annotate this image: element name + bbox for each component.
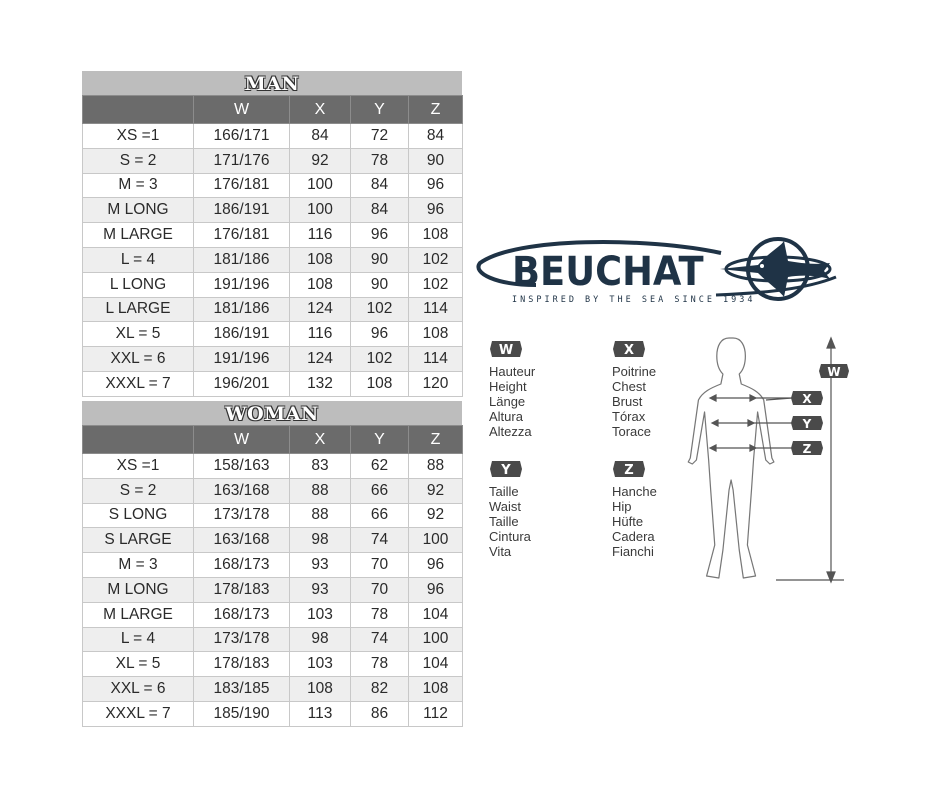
- table-row: [83, 627, 463, 652]
- table-row: [83, 173, 463, 198]
- y-badge-icon: [489, 460, 523, 478]
- y-cell: 86: [351, 701, 409, 726]
- man-table-body: [83, 124, 463, 397]
- man-table-title: MAN: [82, 71, 462, 95]
- x-column-header: X: [290, 96, 351, 124]
- size-cell: XS =1: [83, 124, 194, 149]
- w-cell: 178/183: [194, 652, 290, 677]
- x-cell: 88: [290, 478, 351, 503]
- x-cell: 103: [290, 602, 351, 627]
- figure-x-label: X: [802, 392, 812, 406]
- table-row: [83, 701, 463, 726]
- legend-hip: [612, 460, 657, 559]
- term-it: Altezza: [489, 424, 532, 439]
- table-header-row: [83, 426, 463, 454]
- man-size-table-block: [82, 71, 462, 397]
- w-column-header: W: [194, 426, 290, 454]
- term-it: Fianchi: [612, 544, 654, 559]
- size-cell: XL = 5: [83, 652, 194, 677]
- z-column-header: Z: [409, 426, 463, 454]
- legend-height: [489, 340, 535, 439]
- legend-terms: [489, 484, 531, 559]
- size-cell: XXL = 6: [83, 347, 194, 372]
- figure-z-label: Z: [802, 442, 812, 456]
- size-cell: S LONG: [83, 503, 194, 528]
- size-column-header: [83, 96, 194, 124]
- woman-table-body: [83, 454, 463, 727]
- size-cell: XXXL = 7: [83, 701, 194, 726]
- term-en: Height: [489, 379, 527, 394]
- legend-terms: [612, 484, 657, 559]
- w-cell: 173/178: [194, 503, 290, 528]
- x-cell: 103: [290, 652, 351, 677]
- size-cell: M LARGE: [83, 223, 194, 248]
- x-cell: 93: [290, 553, 351, 578]
- legend-chest: [612, 340, 656, 439]
- x-cell: 108: [290, 677, 351, 702]
- w-cell: 178/183: [194, 577, 290, 602]
- z-cell: 100: [409, 627, 463, 652]
- w-cell: 196/201: [194, 371, 290, 396]
- w-cell: 191/196: [194, 347, 290, 372]
- y-cell: 90: [351, 272, 409, 297]
- term-es: Cadera: [612, 529, 655, 544]
- term-de: Länge: [489, 394, 526, 409]
- x-cell: 124: [290, 297, 351, 322]
- w-cell: 163/168: [194, 528, 290, 553]
- z-cell: 96: [409, 577, 463, 602]
- x-cell: 116: [290, 322, 351, 347]
- x-cell: 93: [290, 577, 351, 602]
- y-cell: 70: [351, 577, 409, 602]
- term-fr: Hauteur: [489, 364, 536, 379]
- w-cell: 176/181: [194, 223, 290, 248]
- term-de: Brust: [612, 394, 643, 409]
- z-cell: 96: [409, 553, 463, 578]
- y-badge-letter: Y: [501, 463, 511, 478]
- table-row: [83, 478, 463, 503]
- y-cell: 78: [351, 652, 409, 677]
- z-cell: 114: [409, 297, 463, 322]
- w-cell: 166/171: [194, 124, 290, 149]
- y-column-header: Y: [351, 426, 409, 454]
- x-badge-icon: [612, 340, 646, 358]
- size-cell: M LARGE: [83, 602, 194, 627]
- size-column-header: [83, 426, 194, 454]
- term-de: Taille: [489, 514, 519, 529]
- y-cell: 108: [351, 371, 409, 396]
- w-cell: 186/191: [194, 322, 290, 347]
- w-column-header: W: [194, 96, 290, 124]
- w-cell: 173/178: [194, 627, 290, 652]
- y-cell: 66: [351, 503, 409, 528]
- table-header-row: [83, 96, 463, 124]
- z-cell: 84: [409, 124, 463, 149]
- woman-table-title: WOMAN: [82, 401, 462, 425]
- z-column-header: Z: [409, 96, 463, 124]
- y-cell: 62: [351, 454, 409, 479]
- table-row: [83, 677, 463, 702]
- x-cell: 92: [290, 148, 351, 173]
- table-row: [83, 503, 463, 528]
- brand-tagline: INSPIRED BY THE SEA SINCE 1934: [512, 295, 756, 305]
- z-cell: 108: [409, 677, 463, 702]
- term-en: Chest: [612, 379, 646, 394]
- z-cell: 92: [409, 503, 463, 528]
- term-en: Hip: [612, 499, 632, 514]
- w-cell: 186/191: [194, 198, 290, 223]
- y-cell: 74: [351, 528, 409, 553]
- legend-terms: [489, 364, 535, 439]
- term-es: Cintura: [489, 529, 531, 544]
- x-cell: 124: [290, 347, 351, 372]
- z-cell: 114: [409, 347, 463, 372]
- body-silhouette-icon: [680, 330, 860, 590]
- man-size-table: [82, 95, 463, 397]
- y-cell: 96: [351, 322, 409, 347]
- y-cell: 84: [351, 198, 409, 223]
- table-row: [83, 553, 463, 578]
- y-cell: 70: [351, 553, 409, 578]
- x-cell: 116: [290, 223, 351, 248]
- size-cell: L = 4: [83, 627, 194, 652]
- z-cell: 96: [409, 173, 463, 198]
- size-cell: L LARGE: [83, 297, 194, 322]
- table-row: [83, 577, 463, 602]
- z-cell: 104: [409, 602, 463, 627]
- x-badge-letter: X: [623, 343, 635, 358]
- x-cell: 98: [290, 528, 351, 553]
- term-fr: Poitrine: [612, 364, 657, 379]
- z-cell: 102: [409, 272, 463, 297]
- term-fr: Taille: [489, 484, 519, 499]
- y-cell: 90: [351, 247, 409, 272]
- y-cell: 74: [351, 627, 409, 652]
- y-cell: 102: [351, 347, 409, 372]
- table-row: [83, 528, 463, 553]
- y-cell: 102: [351, 297, 409, 322]
- w-cell: 168/173: [194, 602, 290, 627]
- w-cell: 163/168: [194, 478, 290, 503]
- size-cell: S = 2: [83, 478, 194, 503]
- z-cell: 92: [409, 478, 463, 503]
- table-row: [83, 454, 463, 479]
- table-row: [83, 602, 463, 627]
- table-row: [83, 322, 463, 347]
- w-cell: 185/190: [194, 701, 290, 726]
- table-row: [83, 347, 463, 372]
- x-cell: 113: [290, 701, 351, 726]
- x-cell: 83: [290, 454, 351, 479]
- size-cell: XXL = 6: [83, 677, 194, 702]
- y-cell: 82: [351, 677, 409, 702]
- w-cell: 176/181: [194, 173, 290, 198]
- z-cell: 104: [409, 652, 463, 677]
- x-cell: 84: [290, 124, 351, 149]
- z-badge-letter: Z: [624, 463, 634, 478]
- size-cell: M = 3: [83, 173, 194, 198]
- w-cell: 158/163: [194, 454, 290, 479]
- y-cell: 84: [351, 173, 409, 198]
- w-cell: 181/186: [194, 297, 290, 322]
- table-row: [83, 247, 463, 272]
- y-cell: 78: [351, 148, 409, 173]
- w-cell: 168/173: [194, 553, 290, 578]
- term-es: Altura: [489, 409, 523, 424]
- z-cell: 108: [409, 223, 463, 248]
- size-cell: S = 2: [83, 148, 194, 173]
- x-cell: 100: [290, 198, 351, 223]
- term-it: Vita: [489, 544, 512, 559]
- size-cell: S LARGE: [83, 528, 194, 553]
- table-row: [83, 223, 463, 248]
- z-cell: 96: [409, 198, 463, 223]
- z-cell: 102: [409, 247, 463, 272]
- table-row: [83, 272, 463, 297]
- z-badge-icon: [612, 460, 646, 478]
- y-cell: 78: [351, 602, 409, 627]
- figure-y-label: Y: [802, 417, 812, 431]
- table-row: [83, 124, 463, 149]
- w-badge-icon: [489, 340, 523, 358]
- w-cell: 183/185: [194, 677, 290, 702]
- z-cell: 108: [409, 322, 463, 347]
- swordfish-logo-icon: [718, 235, 838, 305]
- size-cell: XXXL = 7: [83, 371, 194, 396]
- x-cell: 108: [290, 272, 351, 297]
- legend-waist: [489, 460, 531, 559]
- term-en: Waist: [489, 499, 522, 514]
- y-cell: 66: [351, 478, 409, 503]
- z-cell: 112: [409, 701, 463, 726]
- x-cell: 108: [290, 247, 351, 272]
- figure-w-label: W: [827, 365, 841, 379]
- beuchat-logo: [476, 233, 846, 313]
- brand-name: BEUCHAT: [512, 249, 704, 295]
- z-cell: 100: [409, 528, 463, 553]
- size-cell: M LONG: [83, 198, 194, 223]
- w-cell: 181/186: [194, 247, 290, 272]
- term-fr: Hanche: [612, 484, 657, 499]
- size-cell: M LONG: [83, 577, 194, 602]
- size-cell: XL = 5: [83, 322, 194, 347]
- woman-size-table: [82, 425, 463, 727]
- table-row: [83, 148, 463, 173]
- size-cell: XS =1: [83, 454, 194, 479]
- w-cell: 171/176: [194, 148, 290, 173]
- z-cell: 88: [409, 454, 463, 479]
- measurement-figure: [680, 330, 860, 590]
- x-cell: 98: [290, 627, 351, 652]
- z-cell: 90: [409, 148, 463, 173]
- term-de: Hüfte: [612, 514, 644, 529]
- x-column-header: X: [290, 426, 351, 454]
- term-es: Tórax: [612, 409, 646, 424]
- size-cell: L = 4: [83, 247, 194, 272]
- legend-terms: [612, 364, 656, 439]
- y-column-header: Y: [351, 96, 409, 124]
- x-cell: 88: [290, 503, 351, 528]
- z-cell: 120: [409, 371, 463, 396]
- table-row: [83, 297, 463, 322]
- y-cell: 96: [351, 223, 409, 248]
- table-row: [83, 652, 463, 677]
- x-cell: 132: [290, 371, 351, 396]
- w-cell: 191/196: [194, 272, 290, 297]
- table-row: [83, 198, 463, 223]
- table-row: [83, 371, 463, 396]
- size-cell: M = 3: [83, 553, 194, 578]
- x-cell: 100: [290, 173, 351, 198]
- w-badge-letter: W: [498, 343, 514, 358]
- term-it: Torace: [612, 424, 652, 439]
- woman-size-table-block: [82, 401, 462, 727]
- size-cell: L LONG: [83, 272, 194, 297]
- y-cell: 72: [351, 124, 409, 149]
